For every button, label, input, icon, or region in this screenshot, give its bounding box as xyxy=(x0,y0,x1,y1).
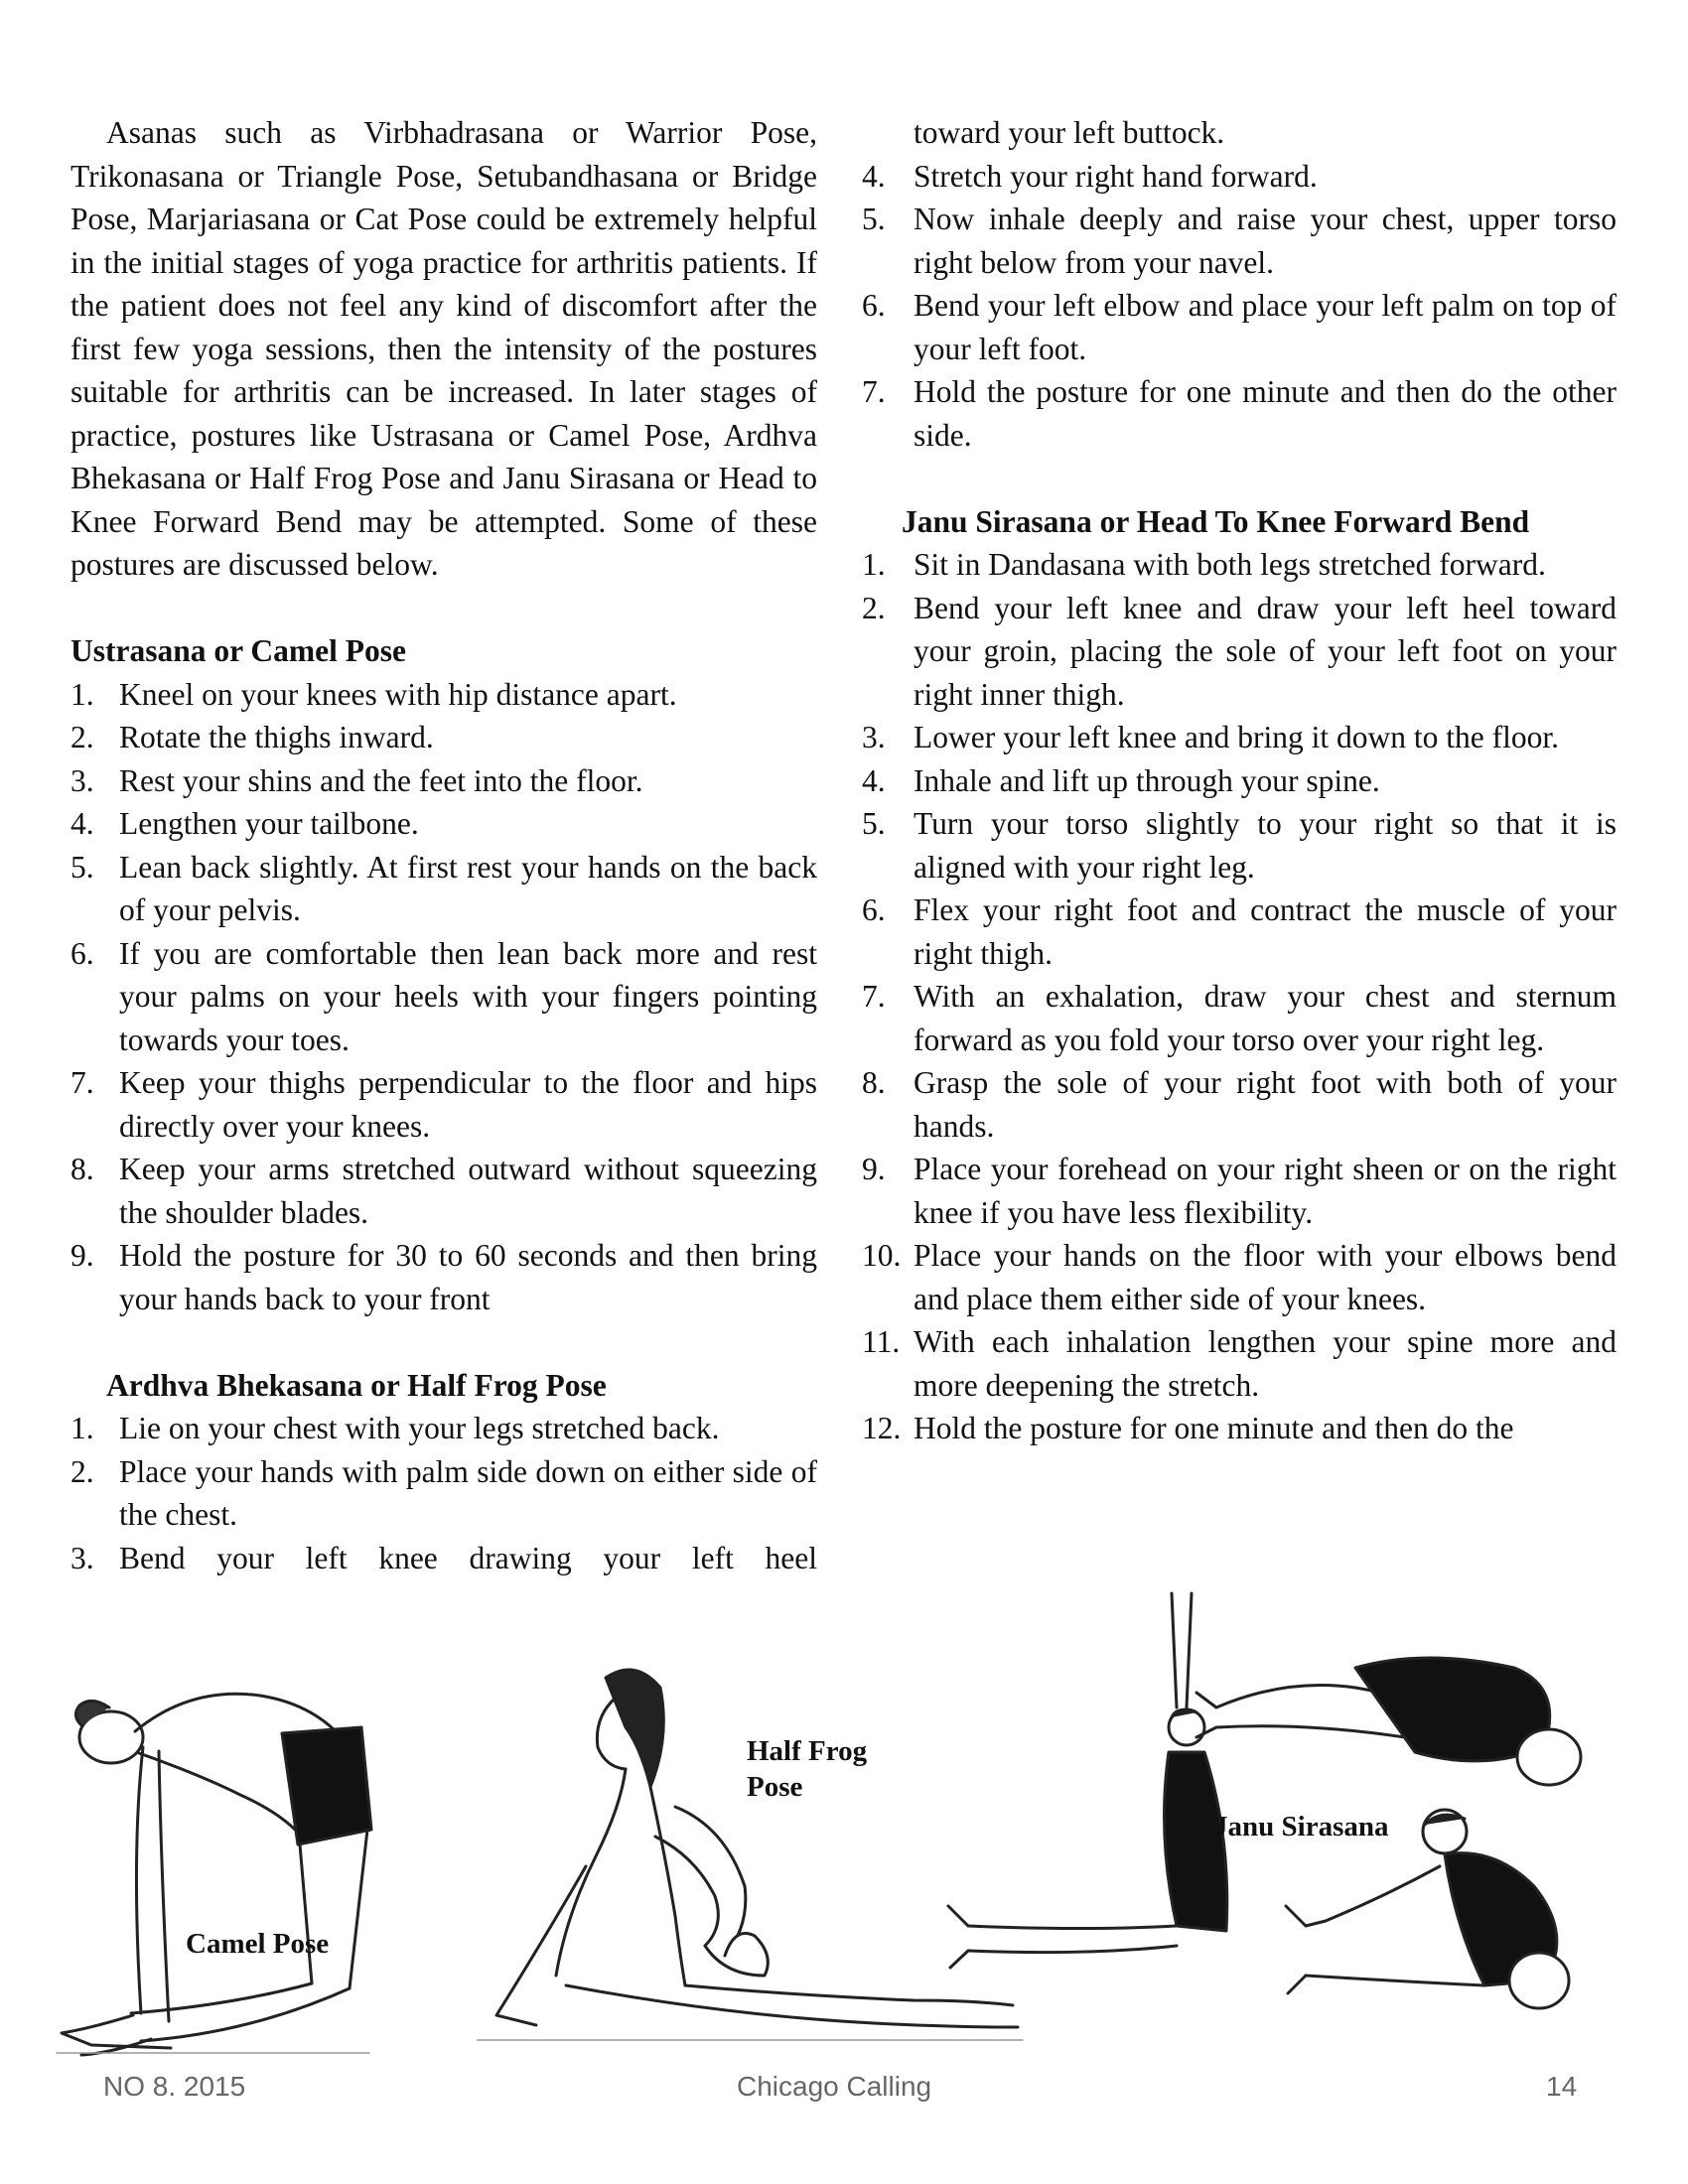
left-column xyxy=(70,111,817,1579)
camel-pose-drawing xyxy=(52,1656,469,2063)
step-text: Hold the posture for one minute and then do the xyxy=(914,1411,1514,1445)
list-item xyxy=(862,198,1617,284)
step-text: Place your hands on the floor with your elbows bend and place them either side of your knees. xyxy=(914,1238,1617,1316)
list-item xyxy=(70,802,817,846)
step-number: 7. xyxy=(862,979,886,1014)
step-number: 9. xyxy=(70,1238,94,1273)
step-text: If you are comfortable then lean back more and rest your palms on your heels with your fingers pointing towards your toes. xyxy=(119,935,817,1057)
step-number: 1. xyxy=(70,1411,94,1445)
list-item xyxy=(862,888,1617,975)
footer-issue: NO 8. 2015 xyxy=(103,2071,246,2102)
camel-pose-heading: Ustrasana or Camel Pose xyxy=(70,633,406,668)
step-text: Hold the posture for one minute and then do the other side. xyxy=(914,374,1617,453)
step-number: 5. xyxy=(862,202,886,236)
half-frog-heading: Ardhva Bhekasana or Half Frog Pose xyxy=(106,1367,607,1403)
frog-steps-list xyxy=(70,1407,817,1579)
step-text: Bend your left knee drawing your left heel xyxy=(119,1540,817,1575)
step-text: Lean back slightly. At first rest your hands on the back of your pelvis. xyxy=(119,849,817,927)
list-item xyxy=(70,1407,817,1450)
half-frog-label-line2: Pose xyxy=(747,1771,803,1803)
list-item xyxy=(70,673,817,717)
list-item xyxy=(862,155,1617,199)
janu-sirasana-heading: Janu Sirasana or Head To Knee Forward Bend xyxy=(902,503,1530,539)
list-item xyxy=(862,284,1617,370)
list-item xyxy=(862,587,1617,717)
step-number: 7. xyxy=(70,1065,94,1100)
footer-publication: Chicago Calling xyxy=(737,2071,932,2102)
step-number: 2. xyxy=(862,590,886,625)
step-number: 6. xyxy=(862,288,886,323)
list-item xyxy=(70,1450,817,1537)
step-text: Turn your torso slightly to your right so that it is aligned with your right leg. xyxy=(914,806,1617,885)
step-number: 9. xyxy=(862,1152,886,1186)
step-text: Lower your left knee and bring it down to the floor. xyxy=(914,720,1559,754)
step-text: Rest your shins and the feet into the floor. xyxy=(119,762,643,798)
right-column xyxy=(862,111,1617,1450)
step-text: Place your hands with palm side down on either side of the chest. xyxy=(119,1453,817,1532)
step-number: 1. xyxy=(862,547,886,582)
step-text: Inhale and lift up through your spine. xyxy=(914,762,1380,798)
list-item xyxy=(862,802,1617,888)
step-number: 6. xyxy=(862,892,886,927)
frog-steps-list-continued xyxy=(862,155,1617,458)
step-number: 2. xyxy=(70,720,94,754)
step-number: 8. xyxy=(70,1152,94,1186)
list-item xyxy=(862,543,1617,587)
step-number: 2. xyxy=(70,1453,94,1489)
step-text: Sit in Dandasana with both legs stretched forward. xyxy=(914,547,1546,582)
camel-pose-label: Camel Pose xyxy=(186,1928,330,1960)
step-text: Flex your right foot and contract the muscle of your right thigh. xyxy=(914,892,1617,971)
list-item xyxy=(862,1320,1617,1407)
step-number: 1. xyxy=(70,676,94,712)
step-number: 3. xyxy=(70,1540,94,1575)
list-item xyxy=(70,1234,817,1320)
step-text: Rotate the thighs inward. xyxy=(119,720,434,754)
intro-paragraph: Asanas such as Virbhadrasana or Warrior Pose, Trikonasana or Triangle Pose, Setubandhasana or Bridge Pose, Marjariasana or Cat Pose could be extremely helpful in the initial stages of yoga practice for arthritis patients. If the patient does not feel any kind of discomfort after the first few yoga sessions, then the intensity of the postures suitable for arthritis can be increased. In later stages of practice, postures like Ustrasana or Camel Pose, Ardhva Bhekasana or Half Frog Pose and Janu Sirasana or Head to Knee Forward Bend may be attempted. Some of these postures are discussed below. xyxy=(70,115,817,582)
janu-sirasana-label: Janu Sirasana xyxy=(1213,1811,1389,1843)
step-text: Stretch your right hand forward. xyxy=(914,158,1318,194)
step-number: 4. xyxy=(862,158,886,194)
step-text: Lengthen your tailbone. xyxy=(119,806,419,841)
list-item xyxy=(862,759,1617,803)
list-item xyxy=(862,716,1617,759)
step-number: 11. xyxy=(862,1324,901,1359)
list-item xyxy=(862,1407,1617,1450)
footer-page-number: 14 xyxy=(1546,2071,1578,2102)
step-text: Keep your arms stretched outward without squeezing the shoulder blades. xyxy=(119,1152,817,1230)
step-number: 3. xyxy=(862,720,886,754)
list-item xyxy=(862,1234,1617,1320)
camel-steps-list xyxy=(70,673,817,1321)
list-item xyxy=(70,1061,817,1148)
step-text: Kneel on your knees with hip distance apart. xyxy=(119,676,677,712)
list-item xyxy=(862,1148,1617,1234)
camel-pose-illustration xyxy=(52,1656,469,2063)
list-item xyxy=(862,370,1617,457)
step-number: 8. xyxy=(862,1065,886,1100)
list-item xyxy=(70,932,817,1062)
step-text: Keep your thighs perpendicular to the floor and hips directly over your knees. xyxy=(119,1065,817,1144)
step-text: Bend your left knee and draw your left heel toward your groin, placing the sole of your left foot on your right inner thigh. xyxy=(914,590,1617,712)
step-text: Hold the posture for 30 to 60 seconds and then bring your hands back to your front xyxy=(119,1238,817,1316)
step-number: 4. xyxy=(862,762,886,798)
step-number: 4. xyxy=(70,806,94,841)
list-item xyxy=(70,759,817,803)
step-text: Lie on your chest with your legs stretched back. xyxy=(119,1411,720,1445)
frog-step-continuation: toward your left buttock. xyxy=(914,115,1225,150)
half-frog-label xyxy=(747,1733,867,1805)
step-text: Place your forehead on your right sheen or on the right knee if you have less flexibility. xyxy=(914,1152,1617,1230)
step-text: With an exhalation, draw your chest and sternum forward as you fold your torso over your right leg. xyxy=(914,979,1617,1057)
list-item xyxy=(70,716,817,759)
step-number: 12. xyxy=(862,1411,902,1445)
step-number: 10. xyxy=(862,1238,902,1273)
step-number: 5. xyxy=(70,849,94,885)
step-number: 3. xyxy=(70,762,94,798)
step-text: With each inhalation lengthen your spine more and more deepening the stretch. xyxy=(914,1324,1617,1403)
step-text: Now inhale deeply and raise your chest, upper torso right below from your navel. xyxy=(914,202,1617,280)
list-item xyxy=(70,846,817,932)
list-item xyxy=(862,975,1617,1061)
step-number: 7. xyxy=(862,374,886,409)
list-item xyxy=(70,1537,817,1580)
step-text: Bend your left elbow and place your left palm on top of your left foot. xyxy=(914,288,1617,366)
list-item xyxy=(862,1061,1617,1148)
step-number: 5. xyxy=(862,806,886,841)
step-number: 6. xyxy=(70,935,94,971)
step-text: Grasp the sole of your right foot with both of your hands. xyxy=(914,1065,1617,1144)
janu-steps-list xyxy=(862,543,1617,1450)
half-frog-label-line1: Half Frog xyxy=(747,1735,868,1767)
list-item xyxy=(70,1148,817,1234)
